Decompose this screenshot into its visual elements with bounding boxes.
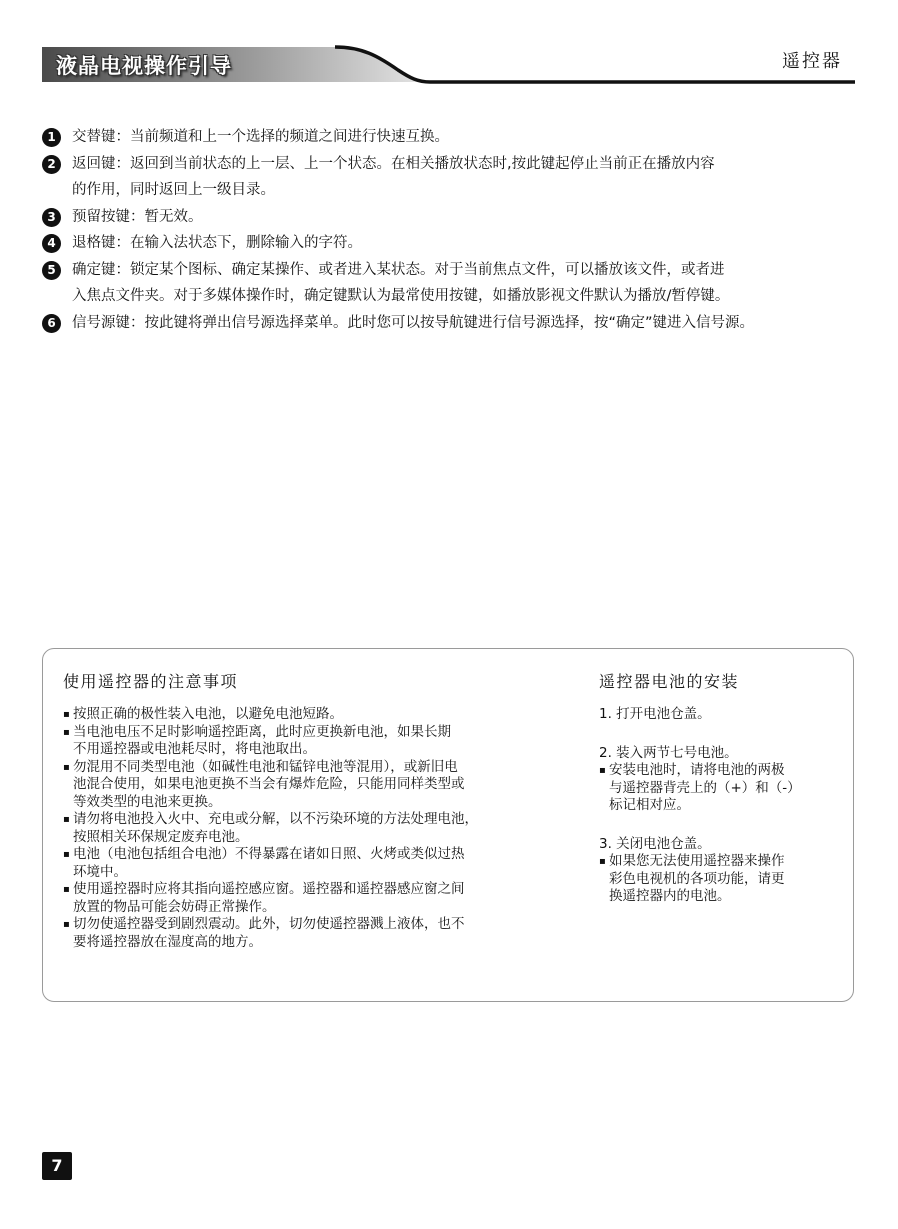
page-header — [0, 0, 898, 90]
number-badge-icon: 1 — [42, 128, 61, 147]
note-item — [63, 706, 583, 724]
number-badge-icon: 4 — [42, 234, 61, 253]
note-item — [63, 759, 583, 812]
notes-column — [63, 669, 583, 951]
note-line: 换遥控器内的电池。 — [609, 888, 731, 904]
number-badge-icon: 3 — [42, 208, 61, 227]
page-number: 7 — [42, 1152, 72, 1180]
note-line: ▪ 请勿将电池投入火中、充电或分解，以不污染环境的方法处理电池， — [73, 811, 478, 827]
battery-step-1: 1. 打开电池仓盖。 — [599, 706, 711, 722]
key-text: 的作用，同时返回上一级目录。 — [72, 182, 275, 198]
note-line: ▪ 电池（电池包括组合电池）不得暴露在诸如日照、火烤或类似过热 — [73, 846, 465, 862]
key-text: 交替键：当前频道和上一个选择的频道之间进行快速互换。 — [72, 129, 449, 145]
key-item-6 — [40, 310, 890, 337]
battery-column — [599, 669, 849, 906]
key-text: 返回键：返回到当前状态的上一层、上一个状态。在相关播放状态时,按此键起停止当前正在播放内容 — [72, 155, 715, 172]
note-line: ▪ 切勿使遥控器受到剧烈震动。此外，切勿使遥控器溅上液体，也不 — [73, 916, 465, 932]
key-text: 信号源键：按此键将弹出信号源选择菜单。此时您可以按导航键进行信号源选择，按“确定”键进入信号源。 — [72, 314, 755, 331]
battery-title: 遥控器电池的安装 — [599, 672, 740, 691]
battery-step-3: 3. 关闭电池仓盖。 — [599, 835, 711, 852]
key-item-5 — [40, 257, 890, 310]
key-item-4 — [40, 230, 890, 257]
remote-notes-panel — [42, 648, 854, 1002]
key-item-3 — [40, 204, 890, 231]
note-line: ▪ 按照正确的极性装入电池，以避免电池短路。 — [73, 706, 343, 722]
note-line: 池混合使用，如果电池更换不当会有爆炸危险，只能用同样类型或 — [73, 776, 465, 792]
key-text: 预留按键：暂无效。 — [72, 208, 203, 225]
note-item — [63, 916, 583, 951]
number-badge-icon: 2 — [42, 155, 61, 174]
key-text: 入焦点文件夹。对于多媒体操作时，确定键默认为最常使用按键，如播放影视文件默认为播放/暂停键。 — [72, 288, 730, 304]
key-text: 退格键：在输入法状态下，删除输入的字符。 — [72, 235, 362, 251]
notes-title: 使用遥控器的注意事项 — [63, 672, 239, 691]
key-descriptions — [40, 124, 890, 336]
note-line: 环境中。 — [73, 863, 127, 880]
note-line: 要将遥控器放在湿度高的地方。 — [73, 933, 262, 950]
note-item — [63, 811, 583, 846]
note-line: 放置的物品可能会妨碍正常操作。 — [73, 898, 276, 915]
note-line: ▪ 安装电池时，请将电池的两极 — [609, 762, 785, 778]
note-item — [63, 881, 583, 916]
note-line: 彩色电视机的各项功能，请更 — [609, 870, 785, 887]
number-badge-icon: 6 — [42, 314, 61, 333]
header-title: 液晶电视操作引导 — [56, 54, 232, 78]
battery-step-2: 2. 装入两节七号电池。 — [599, 744, 738, 761]
note-line: 与遥控器背壳上的（+）和（-） — [609, 779, 801, 796]
note-item — [63, 724, 583, 759]
key-item-2 — [40, 151, 890, 204]
note-line: 标记相对应。 — [609, 797, 690, 813]
battery-step-2-note — [599, 762, 849, 815]
note-line: 等效类型的电池来更换。 — [73, 793, 222, 810]
battery-step-3-note — [599, 853, 849, 906]
key-text: 确定键：锁定某个图标、确定某操作、或者进入某状态。对于当前焦点文件，可以播放该文件，或者进 — [72, 261, 725, 278]
note-line: ▪ 勿混用不同类型电池（如碱性电池和锰锌电池等混用），或新旧电 — [73, 758, 458, 775]
note-line: ▪ 如果您无法使用遥控器来操作 — [609, 853, 785, 869]
number-badge-icon: 5 — [42, 261, 61, 280]
key-item-1 — [40, 124, 890, 151]
note-line: 按照相关环保规定废弃电池。 — [73, 828, 249, 845]
note-item — [63, 846, 583, 881]
note-line: 不用遥控器或电池耗尽时，将电池取出。 — [73, 741, 316, 757]
header-section-label: 遥控器 — [782, 51, 842, 72]
note-line: ▪ 当电池电压不足时影响遥控距离，此时应更换新电池，如果长期 — [73, 723, 451, 740]
note-line: ▪ 使用遥控器时应将其指向遥控感应窗。遥控器和遥控器感应窗之间 — [73, 881, 465, 897]
